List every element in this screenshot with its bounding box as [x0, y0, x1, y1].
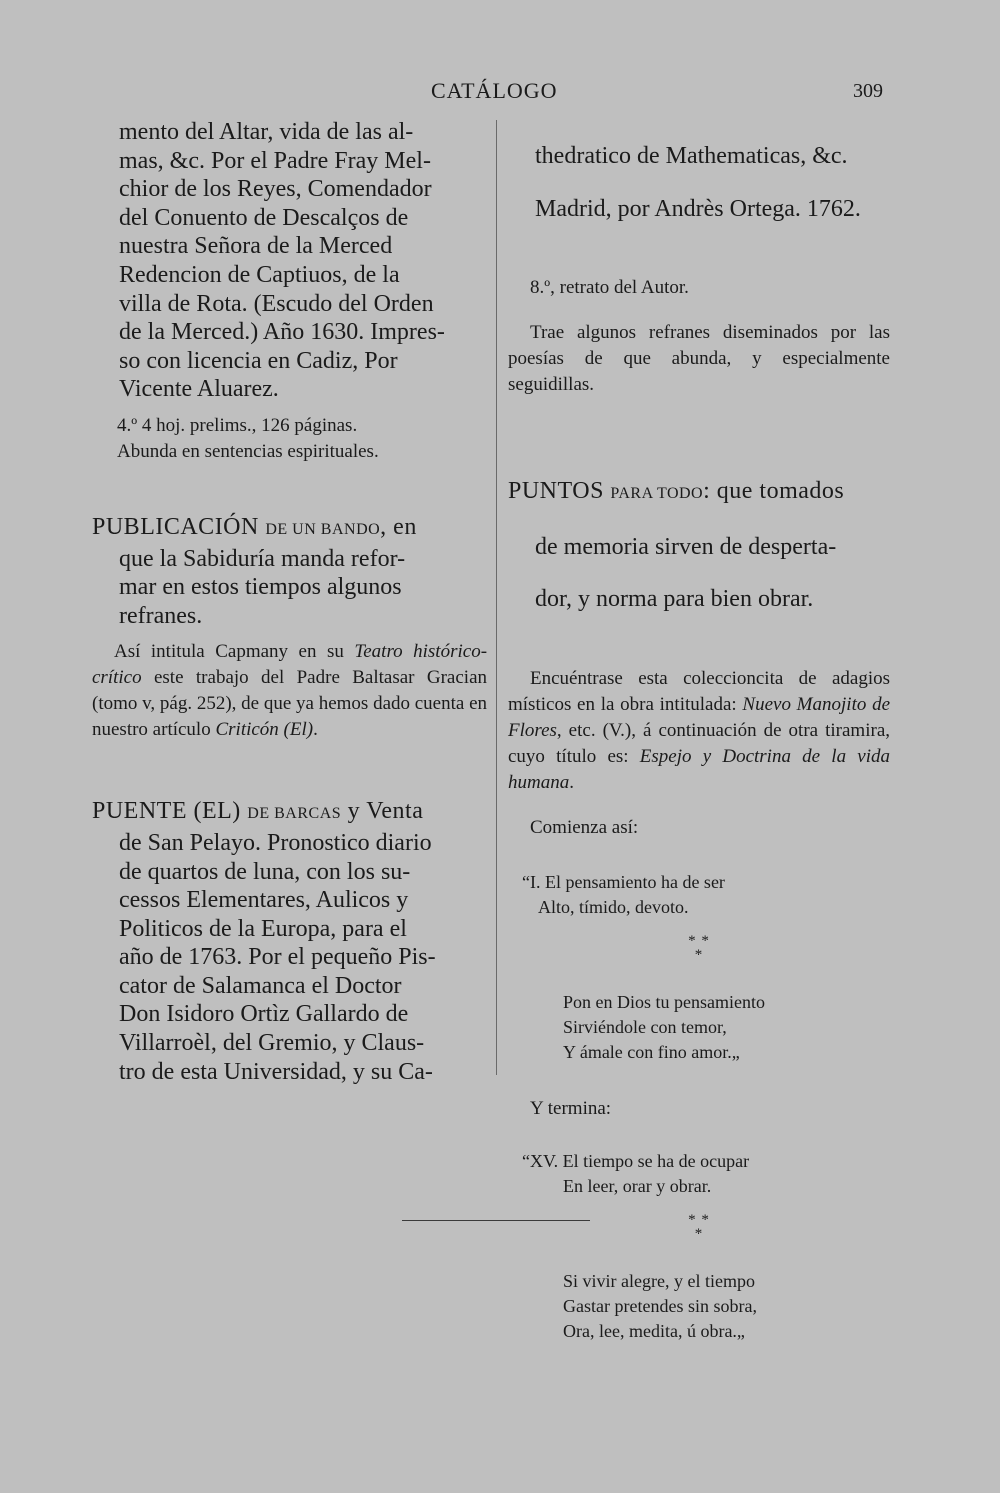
entry-heading-line	[92, 513, 487, 545]
entry-heading: PUBLICACIÓN	[92, 513, 259, 540]
note-text: este trabajo del Padre Baltasar Gracian (tomo v, pág. 252), de que ya hemos dado cuenta en nuestro artículo	[92, 667, 488, 741]
verse-line: Si vivir alegre, y el tiempo	[563, 1270, 755, 1291]
text-line: cessos Elementares, Aulicos y	[119, 887, 409, 914]
entry-heading-smallcaps: DE UN BANDO	[265, 520, 381, 538]
verse-line: “I. El pensamiento ha de ser	[522, 871, 725, 892]
entry-heading-rest: : que tomados	[703, 478, 845, 505]
entry-puente	[92, 797, 487, 1086]
verse-line: Y ámale con fino amor.„	[563, 1041, 740, 1062]
entry-heading-rest: y Venta	[347, 798, 424, 825]
text-line: cator de Salamanca el Doctor	[119, 972, 402, 999]
note-line: Comienza así:	[530, 816, 639, 838]
note-paragraph: Trae algunos refranes diseminados por las poesías de que abunda, y especialmente seguidillas.	[508, 322, 890, 396]
page-number: 309	[853, 80, 883, 102]
text-line: so con licencia en Cadiz, Por	[119, 347, 398, 374]
right-column	[508, 118, 890, 1344]
entry-note	[92, 639, 487, 743]
asterism-top: * *	[688, 1211, 710, 1228]
text-line: del Conuento de Descalços de	[119, 204, 409, 231]
text-line: de quartos de luna, con los su-	[119, 858, 411, 885]
note-italic: Teatro histórico-crítico	[92, 641, 488, 689]
entry-heading-smallcaps: DE BARCAS	[247, 805, 342, 823]
text-line: que la Sabiduría manda refor-	[119, 545, 406, 572]
verse-line: Gastar pretendes sin sobra,	[563, 1295, 757, 1316]
entry-note	[508, 275, 890, 398]
entry-heading-smallcaps: PARA TODO	[610, 485, 704, 503]
text-line: dor, y norma para bien obrar.	[535, 586, 814, 613]
verse-line: Alto, tímido, devoto.	[538, 896, 689, 917]
text-line: de la Merced.) Año 1630. Impres-	[119, 319, 445, 346]
asterism-top: * *	[688, 932, 710, 949]
entry-body	[92, 797, 487, 1086]
running-title: CATÁLOGO	[431, 78, 558, 103]
text-line: Politicos de la Europa, para el	[119, 915, 407, 942]
entry-body	[92, 513, 487, 630]
entry-continuation	[508, 142, 890, 223]
left-column	[92, 118, 487, 1086]
asterism-bottom: *	[694, 1225, 704, 1242]
note-line: Abunda en sentencias espirituales.	[117, 440, 379, 462]
footer-rule	[402, 1220, 590, 1221]
verse-line: Sirviéndole con temor,	[563, 1016, 727, 1037]
verse-line: “XV. El tiempo se ha de ocupar	[522, 1150, 750, 1171]
text-line: refranes.	[119, 602, 203, 629]
text-line: año de 1763. Por el pequeño Pis-	[119, 944, 436, 971]
entry-heading: PUENTE (EL)	[92, 798, 241, 825]
entry-heading-line	[508, 477, 890, 509]
verse-block	[508, 1149, 890, 1199]
text-line: villa de Rota. (Escudo del Orden	[119, 290, 434, 317]
entry-note	[92, 413, 487, 465]
text-line: mas, &c. Por el Padre Fray Mel-	[119, 147, 431, 174]
verse-block	[508, 990, 890, 1065]
verse-line: Pon en Dios tu pensamiento	[563, 991, 765, 1012]
verse-line: Ora, lee, medita, ú obra.„	[563, 1320, 745, 1341]
text-line: mar en estos tiempos algunos	[119, 574, 402, 601]
running-head	[0, 78, 1000, 108]
entry-note	[508, 666, 890, 841]
note-italic: Nuevo Manojito de Flores	[508, 693, 891, 741]
verse-block	[508, 1269, 890, 1344]
text-line: de memoria sirven de desperta-	[535, 533, 837, 560]
text-line: chior de los Reyes, Comendador	[119, 176, 432, 203]
note-paragraph	[508, 666, 890, 796]
text-line: de San Pelayo. Pronostico diario	[119, 829, 432, 856]
note-italic: Espejo y Doctrina de la vida humana	[508, 745, 891, 793]
note-text: Encuéntrase esta coleccioncita de adagios místicos en la obra intitulada:	[508, 667, 890, 715]
asterism-bottom: *	[694, 946, 704, 963]
text-line: Villarroèl, del Gremio, y Claus-	[119, 1030, 425, 1057]
asterism	[508, 934, 890, 962]
entry-heading: PUNTOS	[508, 478, 604, 505]
note-text: , etc. (V.), á continuación de otra tiramira, cuyo título es:	[508, 719, 890, 767]
text-line: Vicente Aluarez.	[119, 376, 279, 403]
entry-heading-line	[92, 797, 487, 829]
text-line: tro de esta Universidad, y su Ca-	[119, 1058, 433, 1085]
entry-body	[92, 118, 487, 404]
entry-puntos	[508, 477, 890, 614]
note-text: .	[569, 771, 574, 793]
note-line: Y termina:	[530, 1097, 612, 1119]
text-line: Redencion de Captiuos, de la	[119, 261, 400, 288]
text-line: thedratico de Mathematicas, &c.	[535, 143, 848, 169]
verse-block	[508, 870, 890, 920]
note-text: .	[313, 719, 318, 741]
note-line: 8.º, retrato del Autor.	[530, 277, 689, 299]
column-divider	[496, 120, 497, 1075]
note-line: 4.º 4 hoj. prelims., 126 páginas.	[117, 414, 358, 436]
asterism	[508, 1213, 890, 1241]
entry-publicacion	[92, 513, 487, 743]
text-line: nuestra Señora de la Merced	[119, 233, 393, 260]
text-line: Madrid, por Andrès Ortega. 1762.	[535, 195, 861, 222]
entry-note	[508, 1096, 890, 1122]
text-line: Don Isidoro Ortìz Gallardo de	[119, 1001, 409, 1028]
note-paragraph	[92, 639, 487, 743]
note-text: Así intitula Capmany en su	[114, 641, 344, 663]
entry-heading-rest: , en	[380, 513, 417, 540]
entry-continuation	[92, 118, 487, 465]
note-italic: Criticón (El)	[215, 719, 314, 741]
text-line: mento del Altar, vida de las al-	[119, 119, 414, 145]
verse-line: En leer, orar y obrar.	[563, 1175, 712, 1196]
